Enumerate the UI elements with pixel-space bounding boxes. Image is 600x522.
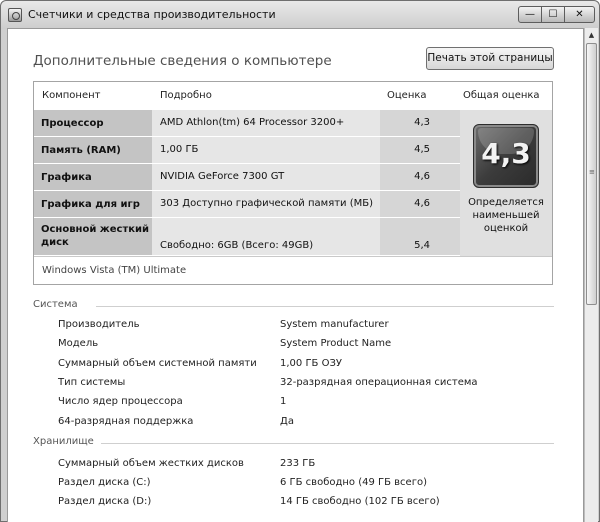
- info-value: 6 ГБ свободно (49 ГБ всего): [280, 477, 427, 488]
- rating-table: [33, 81, 553, 285]
- component-score: 4,6: [414, 171, 430, 182]
- component-label: Процессор: [41, 118, 104, 129]
- component-score: 4,6: [414, 198, 430, 209]
- print-page-button[interactable]: Печать этой страницы: [426, 47, 554, 70]
- component-detail: AMD Athlon(tm) 64 Processor 3200+: [160, 117, 345, 128]
- grip-icon: ≡: [589, 168, 595, 176]
- windows-score-badge: [473, 124, 539, 188]
- close-button[interactable]: ✕: [564, 6, 595, 23]
- list-item: [58, 338, 558, 354]
- minimize-button[interactable]: —: [518, 6, 542, 23]
- info-value: System Product Name: [280, 338, 392, 349]
- list-item: [58, 458, 558, 474]
- list-item: [58, 396, 558, 412]
- overall-score: 4,3: [481, 137, 531, 170]
- component-detail: NVIDIA GeForce 7300 GT: [160, 171, 285, 182]
- info-label: Число ядер процессора: [58, 396, 183, 407]
- component-label: Графика для игр: [41, 199, 140, 210]
- info-value: 32-разрядная операционная система: [280, 377, 478, 388]
- section-divider: [96, 306, 554, 307]
- windows-edition: Windows Vista (TM) Ultimate: [42, 265, 187, 276]
- section-title-system: Система: [33, 299, 78, 310]
- info-label: Производитель: [58, 319, 140, 330]
- list-item: [58, 319, 558, 335]
- component-score: 4,3: [414, 117, 430, 128]
- performance-app-icon: [8, 8, 22, 22]
- info-label: Суммарный объем системной памяти: [58, 358, 257, 369]
- list-item: [58, 358, 558, 374]
- header-component: Компонент: [42, 90, 101, 101]
- list-item: [58, 416, 558, 432]
- scroll-up-arrow-icon[interactable]: ▲: [588, 31, 595, 39]
- component-label: Основной жесткий диск: [41, 224, 150, 248]
- header-details: Подробно: [160, 90, 212, 101]
- header-score: Оценка: [387, 90, 427, 101]
- section-divider: [101, 443, 554, 444]
- title-bar[interactable]: [1, 1, 599, 29]
- scroll-thumb[interactable]: [586, 43, 597, 305]
- list-item: [58, 477, 558, 493]
- content-pane: [7, 28, 584, 522]
- info-label: Раздел диска (C:): [58, 477, 151, 488]
- maximize-button[interactable]: ☐: [541, 6, 565, 23]
- info-value: 14 ГБ свободно (102 ГБ всего): [280, 496, 440, 507]
- component-score: 5,4: [414, 240, 430, 251]
- table-row-gaming-graphics: [34, 191, 460, 218]
- overall-note: Определяется наименьшей оценкой: [468, 197, 544, 234]
- info-label: 64-разрядная поддержка: [58, 416, 194, 427]
- info-value: System manufacturer: [280, 319, 389, 330]
- table-row-hard-disk: [34, 218, 460, 256]
- table-row-memory: [34, 137, 460, 164]
- component-label: Память (RAM): [41, 145, 121, 156]
- window-title: Счетчики и средства производительности: [28, 8, 276, 21]
- component-detail: 303 Доступно графической памяти (МБ): [160, 198, 374, 209]
- info-label: Тип системы: [58, 377, 126, 388]
- page-title: Дополнительные сведения о компьютере: [33, 53, 332, 69]
- component-detail: 1,00 ГБ: [160, 144, 199, 155]
- list-item: [58, 377, 558, 393]
- section-title-storage: Хранилище: [33, 436, 94, 447]
- vertical-scrollbar[interactable]: [584, 28, 598, 522]
- info-value: 1: [280, 396, 287, 407]
- table-row-graphics: [34, 164, 460, 191]
- info-label: Раздел диска (D:): [58, 496, 152, 507]
- header-overall: Общая оценка: [463, 90, 540, 101]
- info-value: 233 ГБ: [280, 458, 316, 469]
- component-detail: Свободно: 6GB (Всего: 49GB): [160, 240, 314, 251]
- info-label: Суммарный объем жестких дисков: [58, 458, 244, 469]
- table-row-processor: [34, 110, 460, 137]
- overall-rating: [460, 110, 552, 256]
- table-header: [34, 82, 552, 110]
- list-item: [58, 496, 558, 512]
- component-label: Графика: [41, 172, 92, 183]
- edition-row: [34, 256, 552, 284]
- component-score: 4,5: [414, 144, 430, 155]
- info-value: 1,00 ГБ ОЗУ: [280, 358, 342, 369]
- info-label: Модель: [58, 338, 99, 349]
- info-value: Да: [280, 416, 294, 427]
